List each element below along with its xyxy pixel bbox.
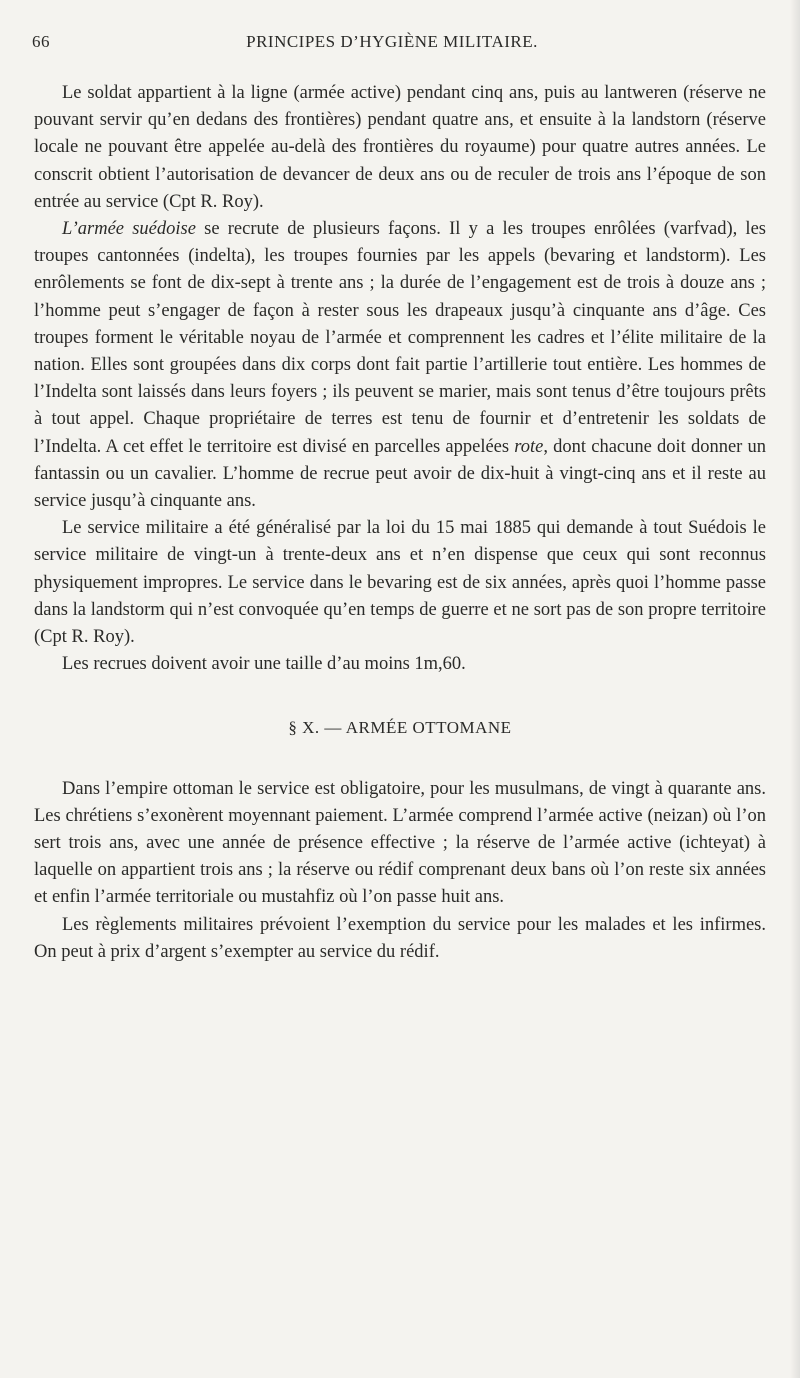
paragraph-exemptions: Les règlements militaires prévoient l’exemption du service pour les malades et les infirmes. On peut à prix d’argent s’exempter au service du rédif. (34, 914, 766, 962)
paragraph-ottoman-service: Dans l’empire ottoman le service est obligatoire, pour les musulmans, de vingt à quarante ans. Les chrétiens s’exonèrent moyennant paiement. L’armée comprend l’armée active (neizan) où l’on sert trois ans, avec une année de présence effective ; la réserve de l’armée active (ichteyat) à laquelle on appartient trois ans ; la réserve ou rédif comprenant deux bans où l’on reste six années et enfin l’armée territoriale ou mustahfiz où l’on passe huit ans. (34, 778, 766, 908)
paragraph-text: , dont chacune doit donner un fantassin ou un cavalier. L’homme de recrue peut avoir de dix-huit à vingt-cinq ans et il reste au service jusqu’à cinquante ans. (34, 436, 766, 512)
paragraph-text: se recrute de plusieurs façons. Il y a les troupes enrôlées (varfvad), les troupes cantonnées (indelta), les troupes fournies par les appels (bevaring et landstorm). Les enrôlements se font de dix-sept à trente ans ; la durée de l’engagement est de trois à douze ans ; l’homme peut s’engager de façon à rester sous les drapeaux jusqu’à cinquante ans d’âge. Ces troupes forment le véritable noyau de l’armée et comprennent les cadres et l’élite militaire de la nation. Elles sont groupées dans dix corps dont fait partie l’artillerie tout entière. Les hommes de l’Indelta sont laissés dans leurs foyers ; ils peuvent se marier, mais sont tenus d’être toujours prêts à tout appel. Chaque propriétaire de terres est tenu de fournir et d’entretenir les soldats de l’Indelta. A cet effet le territoire est divisé en parcelles appelées (34, 219, 766, 457)
section-heading: § X. — ARMÉE OTTOMANE (288, 718, 512, 738)
paragraph-service-law: Le service militaire a été généralisé par la loi du 15 mai 1885 qui demande à tout Suédois le service militaire de vingt-un à trente-deux ans et n’en dispense que ceux qui sont reconnus physiquement impropres. Le service dans le bevaring est de six années, après quoi l’homme passe dans la landstorm qui n’est convoquée qu’en temps de guerre et ne sort pas de son propre territoire (Cpt R. Roy). (34, 518, 766, 648)
body-text (34, 80, 766, 966)
page-edge-shadow (790, 0, 800, 1378)
running-title: PRINCIPES D’HYGIÈNE MILITAIRE. (246, 32, 538, 51)
paragraph-swedish-army (34, 216, 766, 515)
paragraph-recruit-height: Les recrues doivent avoir une taille d’au moins 1m,60. (62, 654, 466, 675)
paragraph-danish-service: Le soldat appartient à la ligne (armée active) pendant cinq ans, puis au lantweren (réserve ne pouvant servir qu’en dedans des frontières) pendant quatre ans, et ensuite à la landstorn (réserve locale ne pouvant être appelée au-delà des frontières du royaume) pour quatre autres années. Le conscrit obtient l’autorisation de devancer de deux ans ou de reculer de trois ans l’époque de son entrée au service (Cpt R. Roy). (34, 83, 766, 212)
page-header (32, 28, 752, 58)
italic-term-swedish-army: L’armée suédoise (62, 219, 196, 240)
page-number: 66 (32, 32, 50, 51)
italic-term-rote: rote (514, 436, 544, 457)
